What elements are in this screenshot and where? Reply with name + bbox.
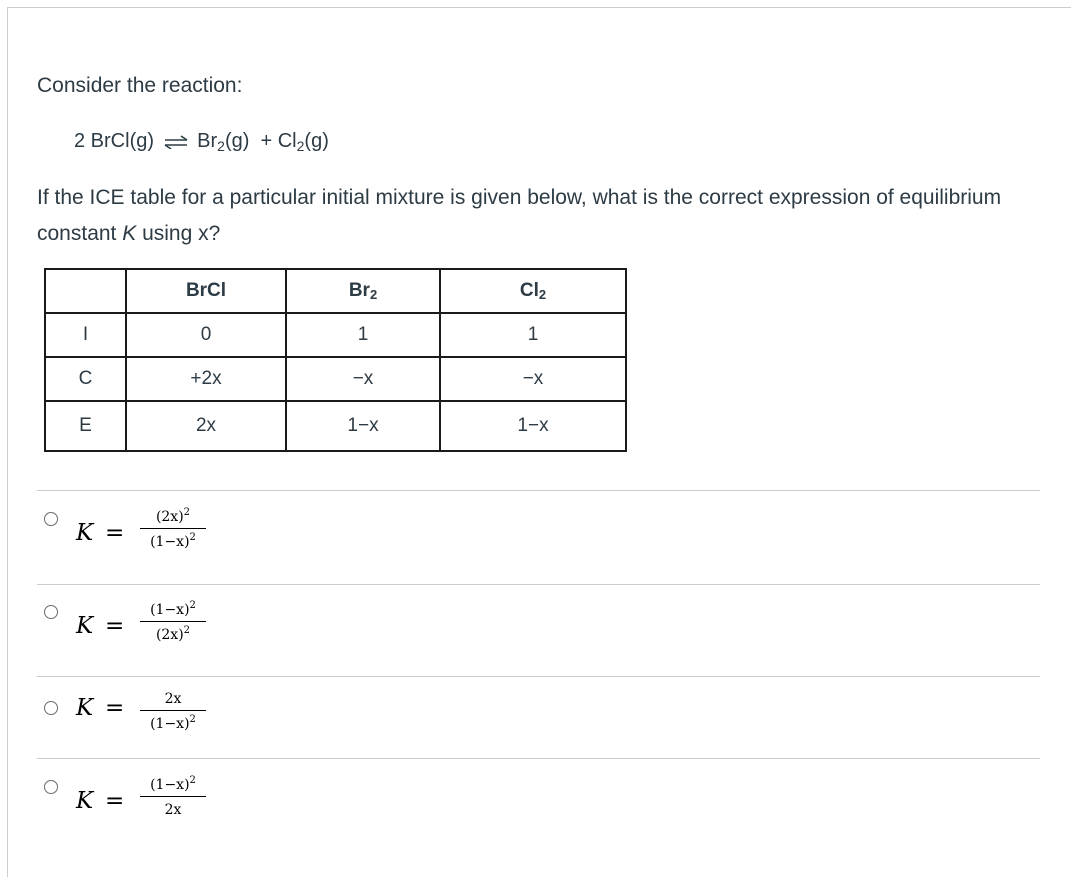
answer-radio-4[interactable] [44, 780, 58, 794]
answer-radio-3[interactable] [44, 701, 58, 715]
ice-cell: C [45, 357, 126, 401]
question-prompt: Consider the reaction: [37, 74, 243, 97]
ice-header-row [45, 269, 626, 313]
ice-cell: 1−x [286, 401, 440, 451]
answer-fraction: 2x $(1-x)^2$ [140, 689, 206, 732]
reaction-product-br: Br [197, 130, 218, 152]
equilibrium-arrow-icon [163, 135, 189, 149]
ice-cell: E [45, 401, 126, 451]
ice-cell: −x [286, 357, 440, 401]
answer-fraction: $(2x)^2$ $(1-x)^2$ [140, 507, 206, 550]
ice-cell: 0 [126, 313, 286, 357]
reaction-equation: 2 BrCl(g) $Br_2(g) + Cl_2(g)$ [74, 130, 329, 154]
ice-header-cell: $Cl_2$ [440, 269, 626, 313]
ice-header-cell [45, 269, 126, 313]
answer-radio-1[interactable] [44, 512, 58, 526]
answer-divider [37, 676, 1040, 677]
question-text: If the ICE table for a particular initial mixture is given below, what is the correct expression of equilibrium constant K using x? [37, 186, 1002, 245]
ice-table [44, 268, 627, 452]
ice-header-cell: $Br_2$ [286, 269, 440, 313]
ice-cell: 1 [286, 313, 440, 357]
ice-row [45, 357, 626, 401]
ice-row [45, 401, 626, 451]
ice-cell: 1−x [440, 401, 626, 451]
answer-fraction: $(1-x)^2$ $(2x)^2$ [140, 600, 206, 643]
ice-header-cell: BrCl [126, 269, 286, 313]
ice-row [45, 313, 626, 357]
ice-cell: −x [440, 357, 626, 401]
answer-fraction: $(1-x)^2$ 2x [140, 775, 206, 818]
answer-divider [37, 758, 1040, 759]
answer-radio-2[interactable] [44, 605, 58, 619]
ice-cell: I [45, 313, 126, 357]
ice-cell: 2x [126, 401, 286, 451]
ice-cell: 1 [440, 313, 626, 357]
answer-divider [37, 490, 1040, 491]
reaction-reactant: 2 BrCl(g) [74, 130, 155, 152]
ice-cell: +2x [126, 357, 286, 401]
answer-divider [37, 584, 1040, 585]
